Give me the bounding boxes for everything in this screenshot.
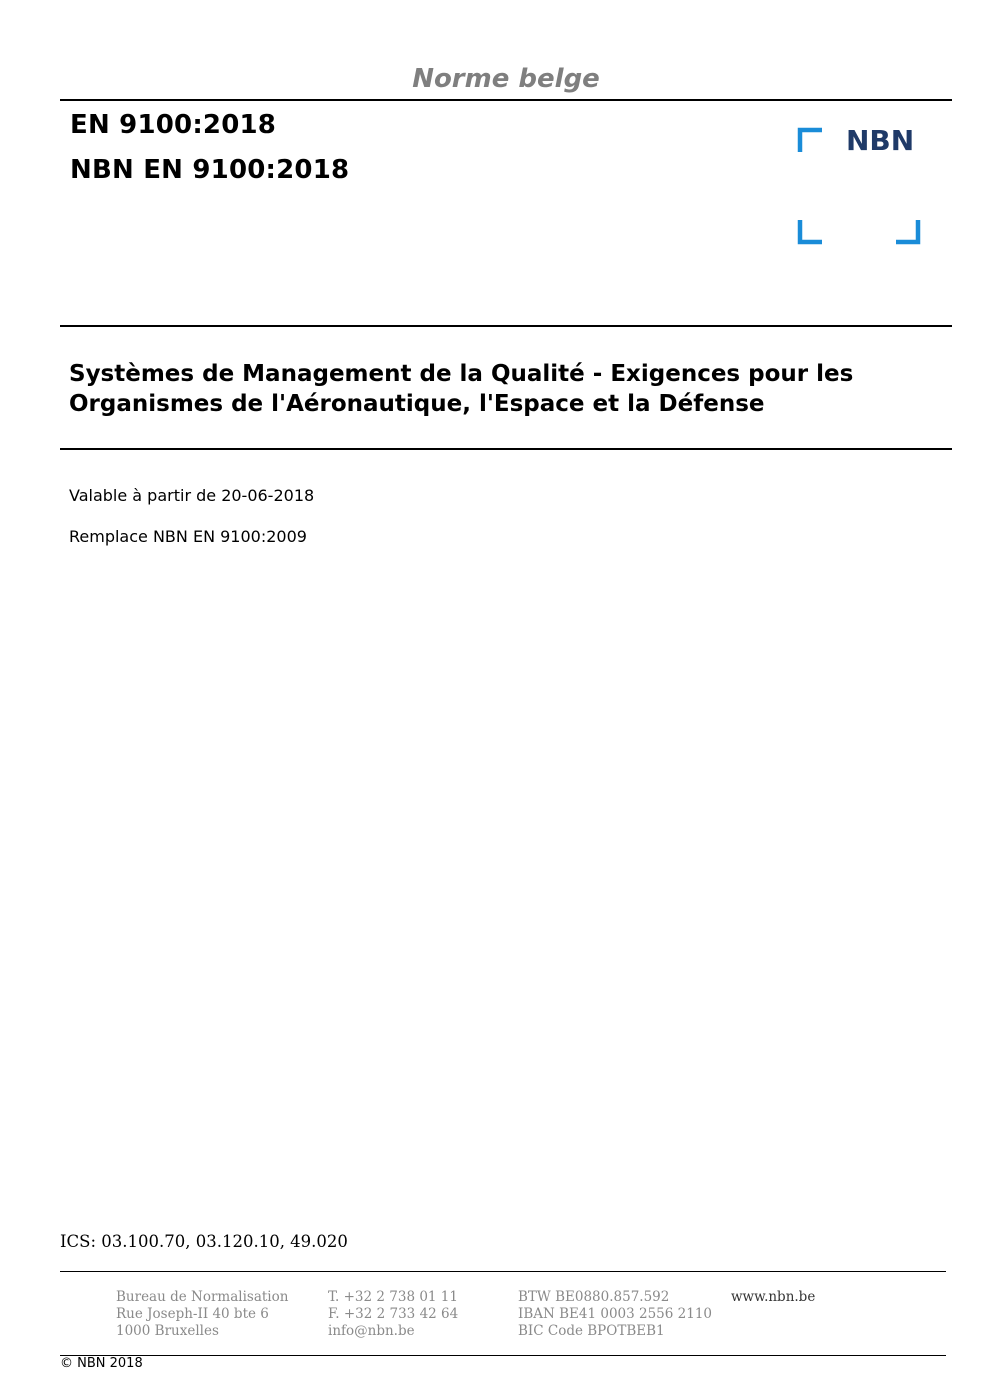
footer-iban: IBAN BE41 0003 2556 2110	[518, 1306, 713, 1322]
footer-website-link[interactable]: www.nbn.be	[731, 1289, 816, 1305]
footer-fax: F. +32 2 733 42 64	[328, 1306, 459, 1322]
title-line-1: Systèmes de Management de la Qualité - Exigences pour les	[69, 361, 854, 387]
footer-address	[116, 1289, 288, 1340]
ics-codes: ICS: 03.100.70, 03.120.10, 49.020	[60, 1232, 348, 1251]
footer-bic: BIC Code BPOTBEB1	[518, 1323, 665, 1339]
logo-bracket-top-left	[800, 130, 822, 152]
footer-vat: BTW BE0880.857.592	[518, 1289, 670, 1305]
document-title	[69, 359, 929, 419]
footer-bank	[518, 1289, 712, 1340]
top-divider	[60, 99, 952, 101]
footer-website-col	[731, 1289, 815, 1306]
footer-address-line: Rue Joseph-II 40 bte 6	[116, 1306, 269, 1322]
logo-bracket-bottom-right	[896, 220, 918, 242]
footer-contact	[328, 1289, 458, 1340]
footer-divider	[60, 1271, 946, 1272]
standard-id-nbn: NBN EN 9100:2018	[70, 155, 350, 185]
title-divider	[60, 448, 952, 450]
footer-email-link[interactable]: info@nbn.be	[328, 1323, 415, 1339]
footer-phone: T. +32 2 738 01 11	[328, 1289, 458, 1305]
valid-from: Valable à partir de 20-06-2018	[69, 486, 315, 505]
title-line-2: Organismes de l'Aéronautique, l'Espace et la Défense	[69, 391, 765, 417]
replaces: Remplace NBN EN 9100:2009	[69, 527, 307, 546]
footer-address-line: 1000 Bruxelles	[116, 1323, 219, 1339]
logo-text: NBN	[846, 124, 915, 157]
copyright-notice: © NBN 2018	[60, 1356, 143, 1371]
footer-address-line: Bureau de Normalisation	[116, 1289, 289, 1305]
bottom-divider	[60, 1355, 946, 1356]
nbn-logo	[796, 124, 922, 248]
document-type-label: Norme belge	[412, 64, 600, 94]
standard-id-en: EN 9100:2018	[70, 110, 277, 140]
logo-bracket-bottom-left	[800, 220, 822, 242]
mid-divider	[60, 325, 952, 327]
